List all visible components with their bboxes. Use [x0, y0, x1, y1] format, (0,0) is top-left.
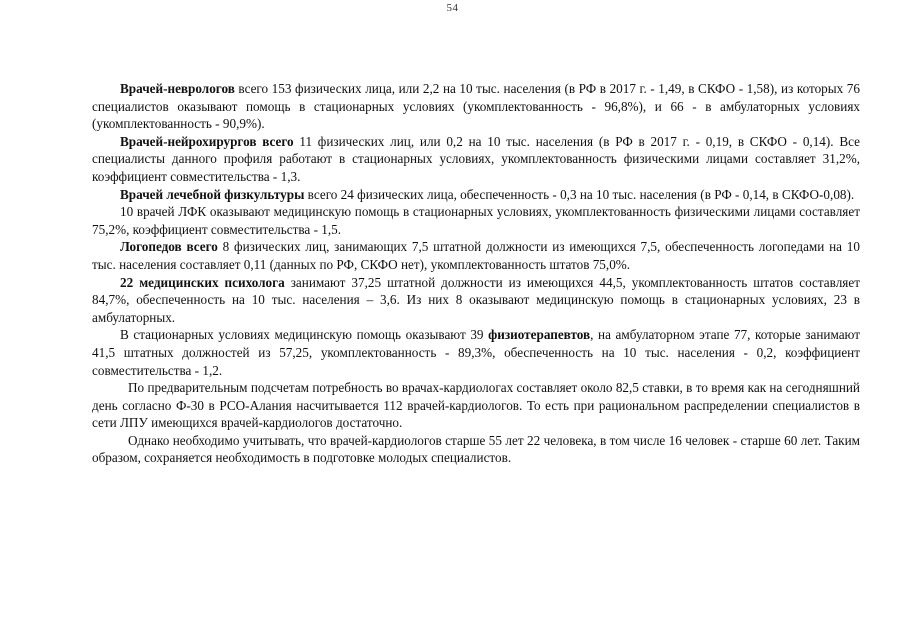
- paragraph-text: занимают 37,25 штатной должности из имеющихся 44,5, укомплектованность штатов составляет 84,7%, обеспеченность на 10 тыс. населения – 3,6. Из них 8 оказывают медицинскую помощь в стационарных условиях, 23 в амбулаторных.: [92, 274, 860, 325]
- paragraph-lead: Логопедов всего: [120, 239, 218, 255]
- paragraph-lead: 22 медицинских психолога: [120, 274, 285, 290]
- paragraph-text: Однако необходимо учитывать, что врачей-кардиологов старше 55 лет 22 человека, в том числе 16 человек - старше 60 лет. Таким образом, сохраняется необходимость в подготовке молодых специалистов.: [92, 432, 860, 466]
- paragraph-text: 8 физических лиц, занимающих 7,5 штатной должности из имеющихся 7,5, обеспеченность логопедами на 10 тыс. населения составляет 0,11 (данных по РФ, СКФО нет), укомплектованность штатов 75,0%.: [92, 239, 860, 272]
- paragraph-neurosurgeons: [92, 133, 860, 186]
- paragraph-text: 11 физических лиц, или 0,2 на 10 тыс. населения (в РФ в 2017 г. - 0,19, в СКФО - 0,14). Все специалисты данного профиля работают в стационарных условиях, укомплектованность физическими лицами составляет 31,2%, коэффициент совместительства - 1,3.: [92, 133, 860, 184]
- paragraph-speech-therapists: [92, 238, 860, 273]
- paragraph-cardiologists-age: [92, 432, 860, 467]
- document-body: [92, 80, 860, 467]
- paragraph-lead: Врачей лечебной физкультуры: [120, 186, 305, 202]
- page-number: 54: [446, 2, 459, 14]
- paragraph-lead: Врачей-нейрохирургов всего: [120, 133, 294, 149]
- paragraph-text: , на амбулаторном этапе 77, которые занимают 41,5 штатных должностей из 57,25, укомплектованность - 89,3%, обеспеченность на 10 тыс. населения - 0,2, коэффициент совместительства - 1,2.: [92, 327, 860, 378]
- paragraph-lead: Врачей-неврологов: [120, 81, 235, 96]
- paragraph-text: 10 врачей ЛФК оказывают медицинскую помощь в стационарных условиях, укомплектованность физическими лицами составляет 75,2%, коэффициент совместительства - 1,5.: [92, 204, 860, 237]
- paragraph-physical-therapy-doctors: [92, 186, 860, 204]
- paragraph-lfk-inpatient: [92, 203, 860, 238]
- paragraph-pre: В стационарных условиях медицинскую помощь оказывают 39: [120, 327, 489, 343]
- paragraph-cardiologists-demand: [92, 379, 860, 432]
- paragraph-psychologists: [92, 274, 860, 327]
- paragraph-lead: физиотерапевтов: [488, 327, 591, 343]
- paragraph-physiotherapists: [92, 326, 860, 379]
- paragraph-neurologists: [92, 80, 860, 133]
- paragraph-text: всего 24 физических лица, обеспеченность - 0,3 на 10 тыс. населения (в РФ - 0,14, в СКФО-0,08).: [304, 186, 855, 202]
- paragraph-text: всего 153 физических лица, или 2,2 на 10 тыс. населения (в РФ в 2017 г. - 1,49, в СКФО - 1,58), из которых 76 специалистов оказывают помощь в стационарных условиях (укомплектованность - 96,8%), и 66 - в амбулаторных условиях (укомплектованность - 90,9%).: [92, 81, 860, 132]
- paragraph-text: По предварительным подсчетам потребность во врачах-кардиологах составляет около 82,5 ставки, в то время как на сегодняшний день согласно Ф-30 в РСО-Алания насчитывается 112 врачей-кардиологов. То есть при рациональном распределении специалистов в сети ЛПУ имеющихся врачей-кардиологов достаточно.: [92, 380, 860, 431]
